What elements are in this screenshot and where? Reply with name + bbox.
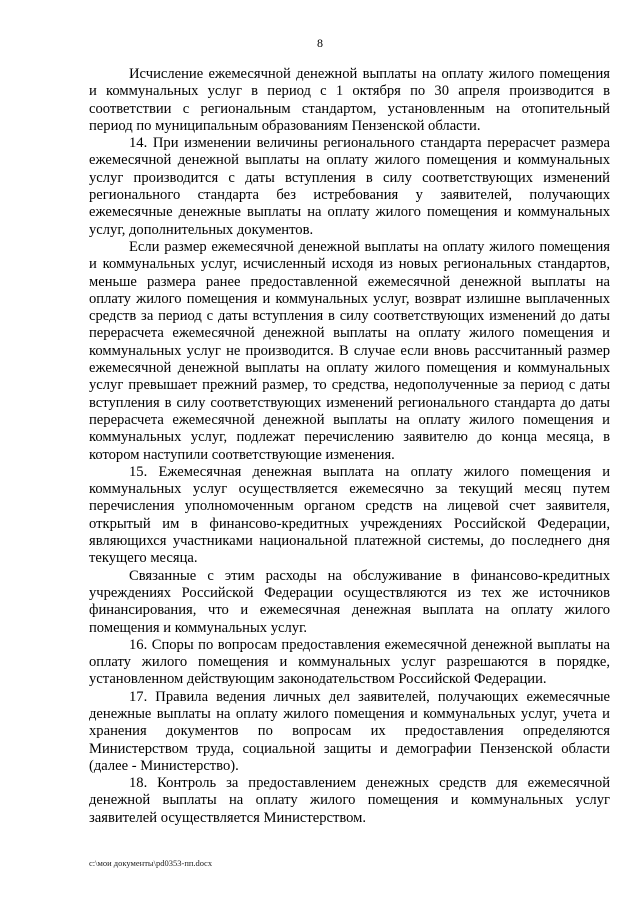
- paragraph-16: 16. Споры по вопросам предоставления ежемесячной денежной выплаты на оплату жилого помещения и коммунальных услуг разрешаются в порядке, установленном действующим законодательством Российской Федерации.: [89, 636, 610, 688]
- paragraph-expenses: Связанные с этим расходы на обслуживание в финансово-кредитных учреждениях Российской Федерации осуществляются из тех же источников финансирования, что и ежемесячная денежная выплата на оплату жилого помещения и коммунальных услуг.: [89, 567, 610, 636]
- paragraph-14: 14. При изменении величины регионального стандарта перерасчет размера ежемесячной денежной выплаты на оплату жилого помещения и коммунальных услуг производится с даты вступления в силу соответствующих изменений регионального стандарта без истребования у заявителей, получающих ежемесячные денежные выплаты на оплату жилого помещения и коммунальных услуг, дополнительных документов.: [89, 135, 610, 238]
- page-number: 8: [317, 36, 323, 50]
- document-body: [89, 66, 610, 827]
- paragraph-15: 15. Ежемесячная денежная выплата на оплату жилого помещения и коммунальных услуг осуществляется ежемесячно за текущий месяц путем перечисления уполномоченным органом средств на лицевой счет заявителя, открытый им в финансово-кредитных учреждениях Российской Федерации, являющихся участниками национальной платежной системы, до последнего дня текущего месяца.: [89, 463, 610, 567]
- footer-file-path: c:\мои документы\pd0353-пп.docx: [89, 858, 213, 868]
- paragraph-heating-period: Исчисление ежемесячной денежной выплаты на оплату жилого помещения и коммунальных услуг в период с 1 октября по 30 апреля производится в соответствии с региональным стандартом, установленным на отопительный период по муниципальным образованиям Пензенской области.: [89, 66, 610, 134]
- paragraph-18: 18. Контроль за предоставлением денежных средств для ежемесячной денежной выплаты на оплату жилого помещения и коммунальных услуг заявителей осуществляется Министерством.: [89, 775, 610, 826]
- paragraph-17: 17. Правила ведения личных дел заявителей, получающих ежемесячные денежные выплаты на оплату жилого помещения и коммунальных услуг, учета и хранения документов по вопросам их предоставления определяются Министерством труда, социальной защиты и демографии Пензенской области (далее - Министерство).: [89, 688, 610, 774]
- paragraph-recalculation: Если размер ежемесячной денежной выплаты на оплату жилого помещения и коммунальных услуг, исчисленный исходя из новых региональных стандартов, меньше размера ранее предоставленной ежемесячной денежной выплаты на оплату жилого помещения и коммунальных услуг, возврат излишне выплаченных средств за период с даты вступления в силу соответствующих изменений до даты перерасчета ежемесячной денежной выплаты на оплату жилого помещения и коммунальных услуг не производится. В случае если вновь рассчитанный размер ежемесячной денежной выплаты на оплату жилого помещения и коммунальных услуг превышает прежний размер, то средства, недополученные за период с даты вступления в силу соответствующих изменений регионального стандарта до даты перерасчета ежемесячной денежной выплаты на оплату жилого помещения и коммунальных услуг, подлежат перечислению заявителю до конца месяца, в котором наступили соответствующие изменения.: [89, 238, 610, 463]
